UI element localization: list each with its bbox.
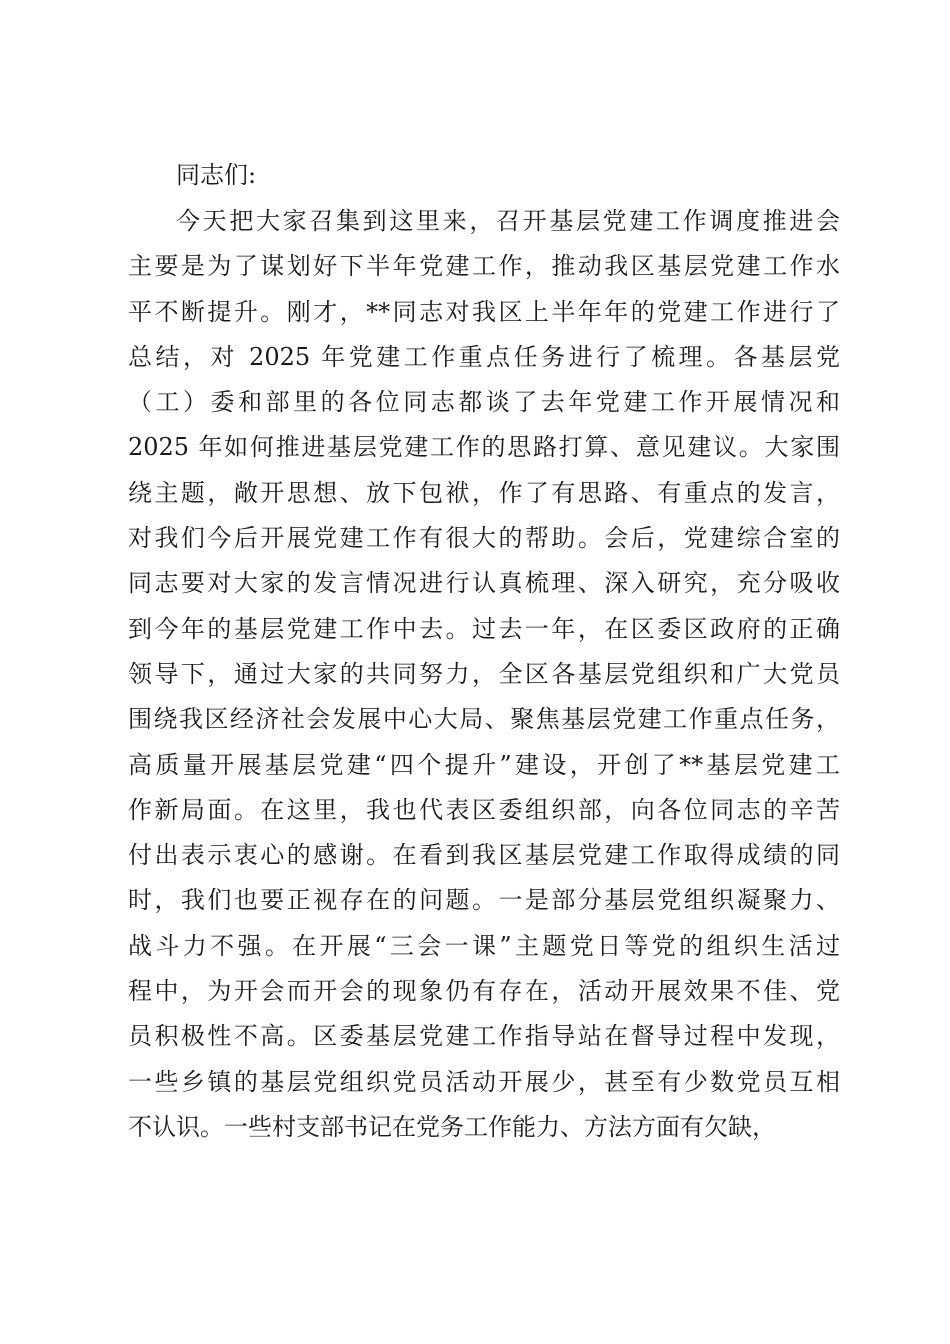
paragraph-line: 2025 年如何推进基层党建工作的思路打算、意见建议。大家围 xyxy=(128,433,840,462)
paragraph-line: 领导下，通过大家的共同努力，全区各基层党组织和广大党员 xyxy=(128,659,840,688)
paragraph-line: 高质量开展基层党建“四个提升”建设，开创了**基层党建工 xyxy=(128,750,840,779)
paragraph-line: 同志要对大家的发言情况进行认真梳理、深入研究，充分吸收 xyxy=(128,569,840,598)
paragraph-line: 程中，为开会而开会的现象仍有存在，活动开展效果不佳、党 xyxy=(128,977,840,1006)
paragraph-line: 付出表示衷心的感谢。在看到我区基层党建工作取得成绩的同 xyxy=(128,841,840,870)
paragraph-line: 主要是为了谋划好下半年党建工作，推动我区基层党建工作水 xyxy=(128,252,840,281)
paragraph-line: 对我们今后开展党建工作有很大的帮助。会后，党建综合室的 xyxy=(128,524,840,553)
paragraph-line: 不认识。一些村支部书记在党务工作能力、方法方面有欠缺， xyxy=(128,1112,776,1141)
body-paragraph xyxy=(128,199,840,1150)
document-body xyxy=(128,152,840,1150)
paragraph-line: 总结，对 2025 年党建工作重点任务进行了梳理。各基层党 xyxy=(128,342,840,371)
salutation: 同志们: xyxy=(176,161,257,189)
paragraph-line: （工）委和部里的各位同志都谈了去年党建工作开展情况和 xyxy=(128,388,840,417)
paragraph-line: 一些乡镇的基层党组织党员活动开展少，甚至有少数党员互相 xyxy=(128,1067,840,1096)
paragraph-line: 绕主题，敞开思想、放下包袱，作了有思路、有重点的发言， xyxy=(128,478,840,507)
paragraph-line: 作新局面。在这里，我也代表区委组织部，向各位同志的辛苦 xyxy=(128,795,840,824)
paragraph-line: 平不断提升。刚才，**同志对我区上半年年的党建工作进行了 xyxy=(128,297,840,326)
paragraph-line: 员积极性不高。区委基层党建工作指导站在督导过程中发现， xyxy=(128,1022,840,1051)
paragraph-line: 围绕我区经济社会发展中心大局、聚焦基层党建工作重点任务， xyxy=(128,705,840,734)
paragraph-line: 时，我们也要正视存在的问题。一是部分基层党组织凝聚力、 xyxy=(128,886,840,915)
paragraph-line: 到今年的基层党建工作中去。过去一年，在区委区政府的正确 xyxy=(128,614,840,643)
paragraph-line: 战斗力不强。在开展“三会一课”主题党日等党的组织生活过 xyxy=(128,931,840,960)
paragraph-line: 今天把大家召集到这里来，召开基层党建工作调度推进会 xyxy=(176,207,840,235)
